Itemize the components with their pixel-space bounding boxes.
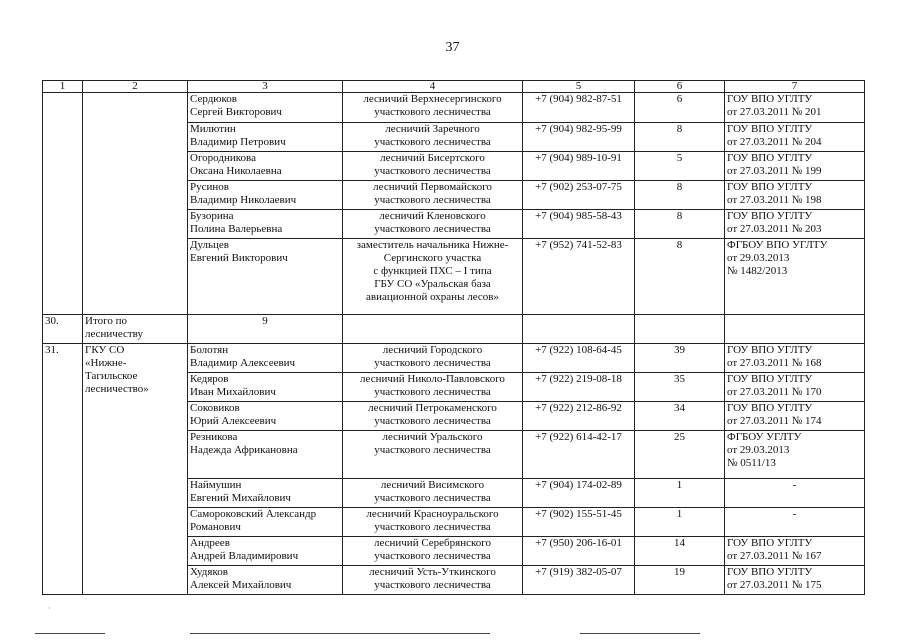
position-line: участкового лесничества: [374, 386, 491, 398]
person-name-cell: [188, 566, 343, 595]
document-line: ФГБОУ УГЛТУ: [727, 431, 802, 443]
document-cell: [725, 239, 865, 315]
person-name: Евгений Викторович: [190, 252, 288, 264]
count-cell: 35: [635, 373, 725, 402]
document-line: ГОУ ВПО УГЛТУ: [727, 537, 813, 549]
position-line: лесничий Красноуральского: [366, 508, 499, 520]
organization-name: ГКУ СО: [85, 344, 125, 356]
empty-cell: [635, 315, 725, 344]
document-line: ГОУ ВПО УГЛТУ: [727, 373, 813, 385]
person-name-cell: [188, 210, 343, 239]
position-line: лесничий Кленовского: [379, 210, 486, 222]
position-line: лесничий Серебрянского: [373, 537, 492, 549]
count-cell: 8: [635, 239, 725, 315]
position-line: лесничий Висимского: [380, 479, 485, 491]
page-bottom-rule: [190, 633, 490, 634]
person-name: Огородникова: [190, 152, 256, 164]
phone-cell: +7 (922) 219-08-18: [523, 373, 635, 402]
document-cell: [725, 93, 865, 123]
scan-mark: ·: [48, 604, 51, 613]
person-name-cell: [188, 152, 343, 181]
person-name-cell: [188, 373, 343, 402]
person-name: Кедяров: [190, 373, 229, 385]
document-cell: [725, 373, 865, 402]
person-name: Андрей Владимирович: [190, 550, 299, 562]
phone-cell: +7 (902) 155-51-45: [523, 508, 635, 537]
document-line: от 29.03.2013: [727, 444, 790, 456]
row-number-cell: [43, 93, 83, 315]
organization-cell: [83, 93, 188, 315]
organization-name: «Нижне-: [85, 357, 127, 369]
document-line: от 27.03.2011 № 204: [727, 136, 822, 148]
document-line: ГОУ ВПО УГЛТУ: [727, 181, 813, 193]
count-cell: 1: [635, 508, 725, 537]
document-line: от 27.03.2011 № 174: [727, 415, 822, 427]
count-cell: 5: [635, 152, 725, 181]
position-line: авиационной охраны лесов»: [366, 291, 499, 303]
row-number-cell: 31.: [43, 344, 83, 595]
position-line: лесничий Верхнесергинского: [363, 93, 502, 105]
document-cell: [725, 537, 865, 566]
count-cell: 8: [635, 123, 725, 152]
document-line: от 29.03.2013: [727, 252, 790, 264]
position-line: участкового лесничества: [374, 357, 491, 369]
person-name: Худяков: [190, 566, 228, 578]
document-cell: [725, 508, 865, 537]
phone-cell: +7 (950) 206-16-01: [523, 537, 635, 566]
document-cell: [725, 402, 865, 431]
organization-cell: [83, 344, 188, 595]
count-cell: 39: [635, 344, 725, 373]
organization-name: лесничество»: [85, 383, 149, 395]
column-number-5: 5: [523, 81, 635, 93]
column-number-3: 3: [188, 81, 343, 93]
position-line: ГБУ СО «Уральская база: [374, 278, 491, 290]
person-name: Романович: [190, 521, 241, 533]
organization-name: Тагильское: [85, 370, 138, 382]
document-line: от 27.03.2011 № 168: [727, 357, 822, 369]
phone-cell: +7 (904) 982-95-99: [523, 123, 635, 152]
position-line: участкового лесничества: [374, 106, 491, 118]
position-line: лесничий Заречного: [385, 123, 480, 135]
count-cell: 14: [635, 537, 725, 566]
person-name: Болотян: [190, 344, 229, 356]
position-line: участкового лесничества: [374, 415, 491, 427]
position-line: участкового лесничества: [374, 136, 491, 148]
document-cell: [725, 479, 865, 508]
phone-cell: +7 (904) 174-02-89: [523, 479, 635, 508]
phone-cell: +7 (904) 982-87-51: [523, 93, 635, 123]
document-cell: [725, 152, 865, 181]
person-name-cell: [188, 431, 343, 479]
person-name-cell: [188, 123, 343, 152]
row-number-cell: 30.: [43, 315, 83, 344]
person-name: Полина Валерьевна: [190, 223, 283, 235]
phone-cell: +7 (904) 989-10-91: [523, 152, 635, 181]
person-name-cell: [188, 181, 343, 210]
document-line: ГОУ ВПО УГЛТУ: [727, 152, 813, 164]
document-line: ГОУ ВПО УГЛТУ: [727, 566, 813, 578]
page-bottom-rule: [35, 633, 105, 634]
empty-cell: [343, 315, 523, 344]
count-cell: 1: [635, 479, 725, 508]
position-line: лесничий Николо-Павловского: [360, 373, 505, 385]
table-row: [43, 344, 865, 373]
phone-cell: +7 (904) 985-58-43: [523, 210, 635, 239]
header-row: [43, 81, 865, 93]
document-line: № 0511/13: [727, 457, 776, 469]
document-line: от 27.03.2011 № 175: [727, 579, 822, 591]
person-name: Алексей Михайлович: [190, 579, 292, 591]
count-cell: 25: [635, 431, 725, 479]
empty-cell: [725, 315, 865, 344]
count-cell: 8: [635, 210, 725, 239]
document-line: ФГБОУ ВПО УГЛТУ: [727, 239, 828, 251]
document-line: -: [792, 508, 797, 520]
column-number-6: 6: [635, 81, 725, 93]
column-number-4: 4: [343, 81, 523, 93]
column-number-7: 7: [725, 81, 865, 93]
document-cell: [725, 123, 865, 152]
document-cell: [725, 210, 865, 239]
document-line: ГОУ ВПО УГЛТУ: [727, 402, 813, 414]
person-name: Оксана Николаевна: [190, 165, 282, 177]
count-cell: 8: [635, 181, 725, 210]
position-cell: [343, 373, 523, 402]
phone-cell: +7 (902) 253-07-75: [523, 181, 635, 210]
person-name: Русинов: [190, 181, 229, 193]
document-line: -: [792, 479, 797, 491]
page-bottom-rule: [580, 633, 700, 634]
position-line: участкового лесничества: [374, 194, 491, 206]
position-cell: [343, 537, 523, 566]
person-name: Владимир Алексеевич: [190, 357, 296, 369]
position-line: лесничий Усть-Уткинского: [369, 566, 496, 578]
total-value-cell: 9: [188, 315, 343, 344]
person-name: Милютин: [190, 123, 236, 135]
person-name: Дульцев: [190, 239, 229, 251]
document-line: ГОУ ВПО УГЛТУ: [727, 344, 813, 356]
person-name: Евгений Михайлович: [190, 492, 291, 504]
phone-cell: +7 (922) 212-86-92: [523, 402, 635, 431]
position-cell: [343, 344, 523, 373]
empty-cell: [523, 315, 635, 344]
person-name-cell: [188, 402, 343, 431]
document-line: № 1482/2013: [727, 265, 788, 277]
position-cell: [343, 93, 523, 123]
position-line: лесничий Городского: [382, 344, 483, 356]
position-line: заместитель начальника Нижне-: [356, 239, 509, 251]
document-line: от 27.03.2011 № 198: [727, 194, 822, 206]
document-line: ГОУ ВПО УГЛТУ: [727, 210, 813, 222]
staff-table: [42, 80, 865, 595]
column-number-1: 1: [43, 81, 83, 93]
position-cell: [343, 479, 523, 508]
position-line: участкового лесничества: [374, 492, 491, 504]
document-line: ГОУ ВПО УГЛТУ: [727, 93, 813, 105]
phone-cell: +7 (922) 614-42-17: [523, 431, 635, 479]
position-line: участкового лесничества: [374, 579, 491, 591]
document-line: от 27.03.2011 № 199: [727, 165, 822, 177]
person-name: Сердюков: [190, 93, 238, 105]
page-number: 37: [445, 40, 460, 55]
person-name: Самороковский Александр: [190, 508, 317, 520]
person-name: Сергей Викторович: [190, 106, 282, 118]
person-name: Соковиков: [190, 402, 240, 414]
position-cell: [343, 210, 523, 239]
position-line: Сергинского участка: [383, 252, 482, 264]
position-cell: [343, 402, 523, 431]
position-line: участкового лесничества: [374, 521, 491, 533]
person-name: Надежда Африкановна: [190, 444, 298, 456]
position-cell: [343, 566, 523, 595]
document-line: от 27.03.2011 № 203: [727, 223, 822, 235]
person-name: Андреев: [190, 537, 230, 549]
document-line: от 27.03.2011 № 167: [727, 550, 822, 562]
column-number-2: 2: [83, 81, 188, 93]
document-cell: [725, 431, 865, 479]
person-name-cell: [188, 508, 343, 537]
position-line: участкового лесничества: [374, 223, 491, 235]
person-name-cell: [188, 93, 343, 123]
document-line: от 27.03.2011 № 201: [727, 106, 822, 118]
position-line: лесничий Уральского: [382, 431, 483, 443]
count-cell: 6: [635, 93, 725, 123]
person-name-cell: [188, 239, 343, 315]
position-cell: [343, 123, 523, 152]
person-name: Юрий Алексеевич: [190, 415, 277, 427]
phone-cell: +7 (922) 108-64-45: [523, 344, 635, 373]
position-line: участкового лесничества: [374, 165, 491, 177]
document-line: от 27.03.2011 № 170: [727, 386, 822, 398]
person-name: Владимир Петрович: [190, 136, 286, 148]
count-cell: 34: [635, 402, 725, 431]
document-cell: [725, 181, 865, 210]
position-line: лесничий Петрокаменского: [368, 402, 497, 414]
count-cell: 19: [635, 566, 725, 595]
total-row: [43, 315, 865, 344]
table-row: [43, 93, 865, 123]
position-cell: [343, 181, 523, 210]
phone-cell: +7 (919) 382-05-07: [523, 566, 635, 595]
person-name: Бузорина: [190, 210, 234, 222]
person-name: Иван Михайлович: [190, 386, 276, 398]
total-label: лесничеству: [85, 328, 143, 340]
person-name: Наймушин: [190, 479, 242, 491]
position-cell: [343, 508, 523, 537]
total-label: Итого по: [85, 315, 127, 327]
person-name-cell: [188, 344, 343, 373]
position-cell: [343, 431, 523, 479]
position-line: лесничий Первомайского: [373, 181, 492, 193]
person-name-cell: [188, 537, 343, 566]
position-line: участкового лесничества: [374, 550, 491, 562]
person-name-cell: [188, 479, 343, 508]
document-cell: [725, 344, 865, 373]
position-cell: [343, 152, 523, 181]
phone-cell: +7 (952) 741-52-83: [523, 239, 635, 315]
position-line: участкового лесничества: [374, 444, 491, 456]
position-line: с функцией ПХС – I типа: [373, 265, 492, 277]
total-label-cell: [83, 315, 188, 344]
document-line: ГОУ ВПО УГЛТУ: [727, 123, 813, 135]
person-name: Резникова: [190, 431, 238, 443]
position-cell: [343, 239, 523, 315]
document-cell: [725, 566, 865, 595]
position-line: лесничий Бисертского: [380, 152, 485, 164]
person-name: Владимир Николаевич: [190, 194, 297, 206]
